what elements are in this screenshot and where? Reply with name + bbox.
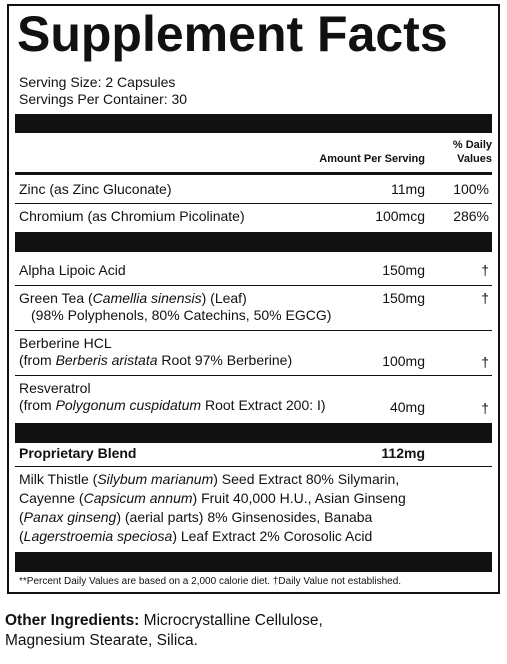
supplement-facts-panel (7, 4, 500, 594)
other-ingredients-line1: Microcrystalline Cellulose, (139, 612, 323, 629)
green-tea-detail: (98% Polyphenols, 80% Catechins, 50% EGCG) (31, 307, 332, 323)
resveratrol-detail: (from Polygonum cuspidatum Root Extract 200: I) (19, 397, 326, 413)
section-bar (15, 423, 492, 443)
daily-values-header-line1: % Daily (452, 139, 492, 151)
other-ingredients (5, 611, 323, 651)
footnote: **Percent Daily Values are based on a 2,000 calorie diet. †Daily Value not established. (19, 576, 402, 587)
zinc-dv: 100% (453, 181, 489, 197)
servings-per-container: Servings Per Container: 30 (19, 91, 188, 107)
resveratrol-name: Resveratrol (19, 380, 91, 396)
alpha-lipoic-amount: 150mg (382, 262, 425, 278)
row-divider (15, 203, 492, 204)
other-ingredients-line2: Magnesium Stearate, Silica. (5, 632, 198, 649)
chromium-dv: 286% (453, 208, 489, 224)
footer-bar (15, 552, 492, 572)
section-bar (15, 232, 492, 252)
berberine-name: Berberine HCL (19, 335, 112, 351)
proprietary-blend-name: Proprietary Blend (19, 445, 137, 461)
row-divider (15, 330, 492, 331)
daily-values-header-line2: Values (457, 153, 492, 165)
chromium-amount: 100mcg (375, 208, 425, 224)
blend-line-4: (Lagerstroemia speciosa) Leaf Extract 2% Corosolic Acid (19, 528, 373, 544)
header-bar (15, 114, 492, 133)
green-tea-amount: 150mg (382, 290, 425, 306)
alpha-lipoic-name: Alpha Lipoic Acid (19, 262, 126, 278)
berberine-detail: (from Berberis aristata Root 97% Berberine) (19, 352, 293, 368)
blend-line-1: Milk Thistle (Silybum marianum) Seed Extract 80% Silymarin, (19, 471, 400, 487)
amount-per-serving-header: Amount Per Serving (319, 153, 425, 165)
chromium-name: Chromium (as Chromium Picolinate) (19, 208, 245, 224)
header-rule (15, 172, 492, 175)
other-ingredients-label: Other Ingredients: (5, 612, 140, 629)
zinc-amount: 11mg (391, 181, 425, 197)
row-divider (15, 375, 492, 376)
row-divider (15, 466, 492, 467)
green-tea-dv: † (481, 290, 489, 306)
panel-title: Supplement Facts (17, 6, 448, 62)
zinc-name: Zinc (as Zinc Gluconate) (19, 181, 172, 197)
resveratrol-dv: † (481, 400, 489, 416)
serving-size: Serving Size: 2 Capsules (19, 74, 176, 90)
berberine-dv: † (481, 354, 489, 370)
blend-line-3: (Panax ginseng) (aerial parts) 8% Ginsenosides, Banaba (19, 509, 373, 525)
alpha-lipoic-dv: † (481, 262, 489, 278)
blend-line-2: Cayenne (Capsicum annum) Fruit 40,000 H.U., Asian Ginseng (19, 490, 406, 506)
green-tea-name: Green Tea (Camellia sinensis) (Leaf) (19, 290, 247, 306)
resveratrol-amount: 40mg (389, 399, 425, 415)
proprietary-blend-amount: 112mg (381, 445, 425, 461)
row-divider (15, 285, 492, 286)
berberine-amount: 100mg (382, 353, 425, 369)
